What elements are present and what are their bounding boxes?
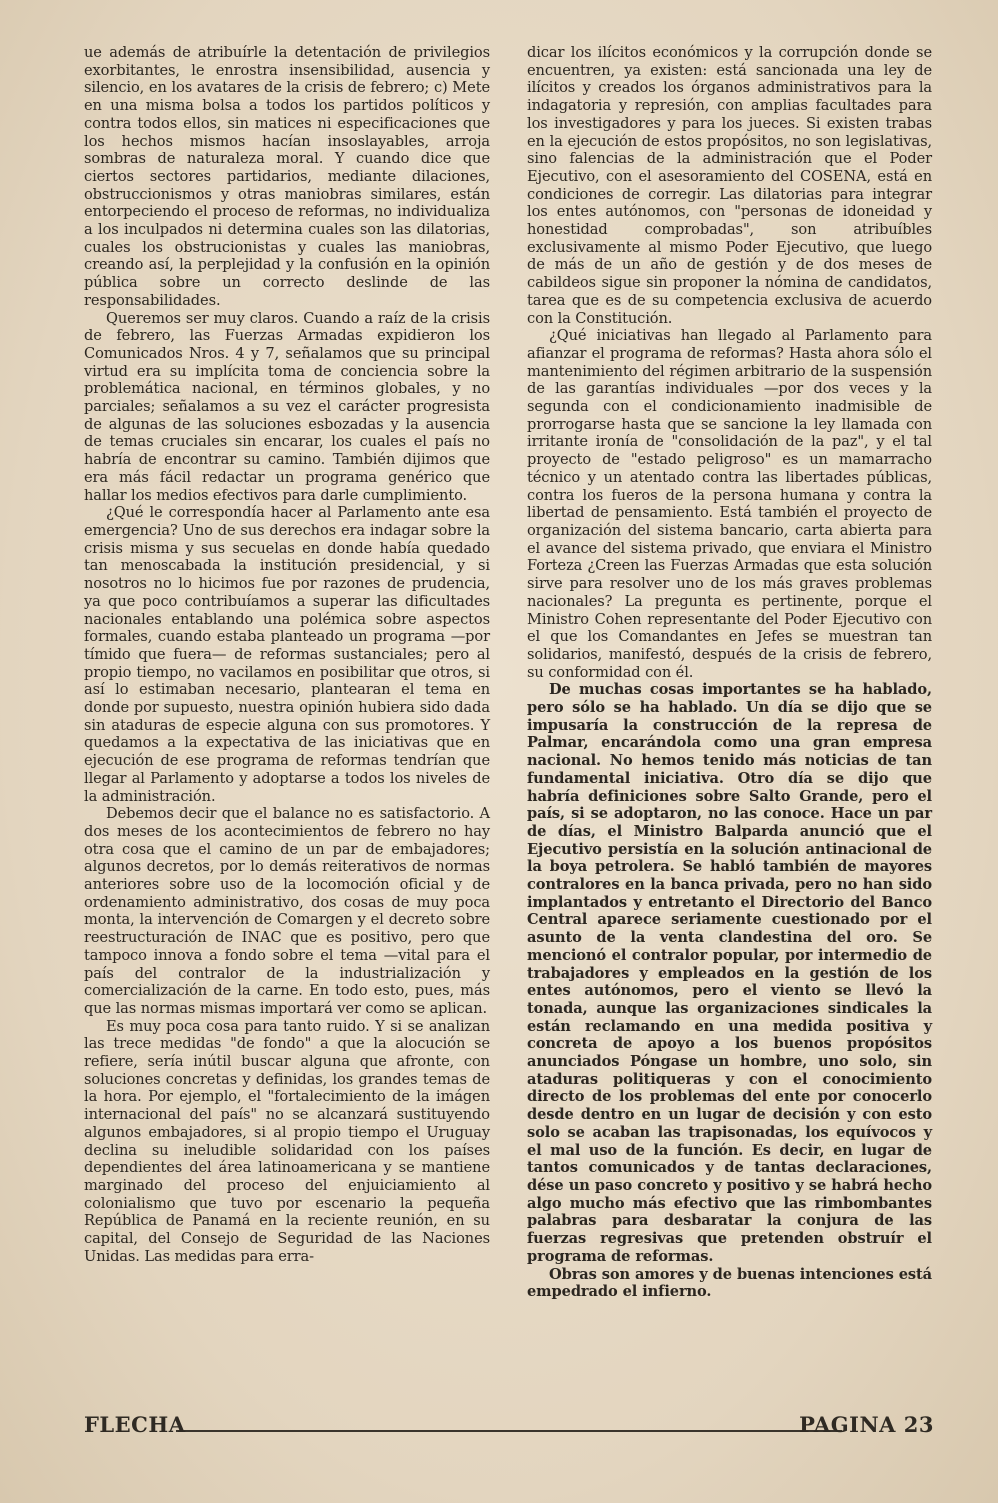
right-paragraph-3: De muchas cosas importantes se ha hablado, pero sólo se ha hablado. Un día se dijo que se impusaría la construcción de la represa de Palmar, encarándola como una gran empresa nacional. No hemos tenido más noticias de tan fundamental iniciativa. Otro día se dijo que habría definiciones sobre Salto Grande, pero el país, si se adoptaron, no las conoce. Hace un par de días, el Ministro Balparda anunció que el Ejecutivo persistía en la solución antinacional de la boya petrolera. Se habló también de mayores contralores en la banca privada, pero no han sido implantados y entretanto el Directorio del Banco Central aparece seriamente cuestionado por el asunto de la venta clandestina del oro. Se mencionó el contralor popular, por intermedio de trabajadores y empleados en la gestión de los entes autónomos, pero el viento se llevó la tonada, aunque las organizaciones sindicales la están reclamando en una medida positiva y concreta de apoyo a los buenos propósitos anunciados Póngase un hombre, uno solo, sin ataduras politiqueras y con el conocimiento directo de los problemas del ente por conocerlo desde dentro en un lugar de decisión y con esto solo se acaban las trapisonadas, los equívocos y el mal uso de la función. Es decir, en lugar de tantos comunicados y de tantas declaraciones, dése un paso concreto y positivo y se habrá hecho algo mucho más efectivo que las rimbombantes palabras para desbaratar la conjura de las fuerzas regresivas que pretenden obstruír el programa de reformas.: [527, 681, 932, 1265]
left-paragraph-3: ¿Qué le correspondía hacer al Parlamento ante esa emergencia? Uno de sus derechos era indagar sobre la crisis misma y sus secuelas en donde había quedado tan menoscabada la institución presidencial, y si nosotros no lo hicimos fue por razones de prudencia, ya que poco contribuíamos a superar las dificultades nacionales entablando una polémica sobre aspectos formales, cuando estaba planteado un programa —por tímido que fuera— de reformas sustanciales; pero al propio tiempo, no vacilamos en posibilitar que otros, si así lo estimaban necesario, plantearan el tema en donde por supuesto, nuestra opinión hubiera sido dada sin ataduras de especie alguna con sus promotores. Y quedamos a la expectativa de las iniciativas que en ejecución de ese programa de reformas tendrían que llegar al Parlamento y adoptarse a todos los niveles de la administración.: [84, 504, 490, 805]
publication-name: FLECHA: [84, 1412, 186, 1437]
page-number: PAGINA 23: [799, 1412, 934, 1437]
right-paragraph-4: Obras son amores y de buenas intenciones está empedrado el infierno.: [527, 1265, 932, 1301]
right-paragraph-1: dicar los ilícitos económicos y la corrupción donde se encuentren, ya existen: está sancionada una ley de ilícitos y creados los órganos administrativos para la indagatoria y represión, con amplias facultades para los investigadores y para los jueces. Si existen trabas en la ejecución de estos propósitos, no son legislativas, sino falencias de la administración que el Poder Ejecutivo, con el asesoramiento del COSENA, está en condiciones de corregir. Las dilatorias para integrar los entes autónomos, con "personas de idoneidad y honestidad comprobadas", son atribuíbles exclusivamente al mismo Poder Ejecutivo, que luego de más de un año de gestión y de dos meses de cabildeos sigue sin proponer la nómina de candidatos, tarea que es de su competencia exclusiva de acuerdo con la Constitución.: [527, 44, 932, 327]
left-paragraph-2: Queremos ser muy claros. Cuando a raíz de la crisis de febrero, las Fuerzas Armadas expidieron los Comunicados Nros. 4 y 7, señalamos que su principal virtud era su implícita toma de conciencia sobre la problemática nacional, en términos globales, y no parciales; señalamos a su vez el carácter progresista de algunas de las soluciones esbozadas y la ausencia de temas cruciales sin encarar, los cuales el país no habría de encontrar su camino. También dijimos que era más fácil redactar un programa genérico que hallar los medios efectivos para darle cumplimiento.: [84, 309, 490, 504]
left-paragraph-1: ue además de atribuírle la detentación de privilegios exorbitantes, le enrostra insensibilidad, ausencia y silencio, en los avatares de la crisis de febrero; c) Mete en una misma bolsa a todos los partidos políticos y contra todos ellos, sin matices ni especificaciones que los hechos mismos hacían insoslayables, arroja sombras de naturaleza moral. Y cuando dice que ciertos sectores partidarios, mediante dilaciones, obstruccionismos y otras maniobras similares, están entorpeciendo el proceso de reformas, no individualiza a los inculpados ni determina cuales son las dilatorias, cuales los obstrucionistas y cuales las maniobras, creando así, la perplejidad y la confusión en la opinión pública sobre un correcto deslinde de las responsabilidades.: [84, 44, 490, 309]
left-paragraph-5: Es muy poca cosa para tanto ruido. Y si se analizan las trece medidas "de fondo" a que la alocución se refiere, sería inútil buscar alguna que afronte, con soluciones concretas y definidas, los grandes temas de la hora. Por ejemplo, el "fortalecimiento de la imágen internacional del país" no se alcanzará sustituyendo algunos embajadores, si al propio tiempo el Uruguay declina su ineludible solidaridad con los países dependientes del área latinoamericana y se mantiene marginado del proceso del enjuiciamiento al colonialismo que tuvo por escenario la pequeña República de Panamá en la reciente reunión, en su capital, del Consejo de Seguridad de las Naciones Unidas. Las medidas para erra-: [84, 1017, 490, 1265]
left-paragraph-4: Debemos decir que el balance no es satisfactorio. A dos meses de los acontecimientos de febrero no hay otra cosa que el camino de un par de embajadores; algunos decretos, por lo demás reiterativos de normas anteriores sobre uso de la locomoción oficial y de ordenamiento administrativo, dos cosas de muy poca monta, la intervención de Comargen y el decreto sobre reestructuración de INAC que es positivo, pero que tampoco innova a fondo sobre el tema —vital para el país del contralor de la industrialización y comercialización de la carne. En todo esto, pues, más que las normas mismas importará ver como se aplican.: [84, 805, 490, 1017]
left-column: [84, 44, 490, 1266]
footer-rule: [176, 1430, 842, 1432]
page-footer: [84, 1410, 934, 1448]
right-column: [527, 44, 932, 1301]
right-paragraph-2: ¿Qué iniciativas han llegado al Parlamento para afianzar el programa de reformas? Hasta ahora sólo el mantenimiento del régimen arbitrario de la suspensión de las garantías individuales —por dos veces y la segunda con el condicionamiento inadmisible de prorrogarse hasta que se sancione la ley llamada con irritante ironía de "consolidación de la paz", y el tal proyecto de "estado peligroso" es un mamarracho técnico y un atentado contra las libertades públicas, contra los fueros de la persona humana y contra la libertad de pensamiento. Está también el proyecto de organización del sistema bancario, carta abierta para el avance del sistema privado, que enviara el Ministro Forteza ¿Creen las Fuerzas Armadas que esta solución sirve para resolver uno de los más graves problemas nacionales? La pregunta es pertinente, porque el Ministro Cohen representante del Poder Ejecutivo con el que los Comandantes en Jefes se muestran tan solidarios, manifestó, después de la crisis de febrero, su conformidad con él.: [527, 327, 932, 681]
